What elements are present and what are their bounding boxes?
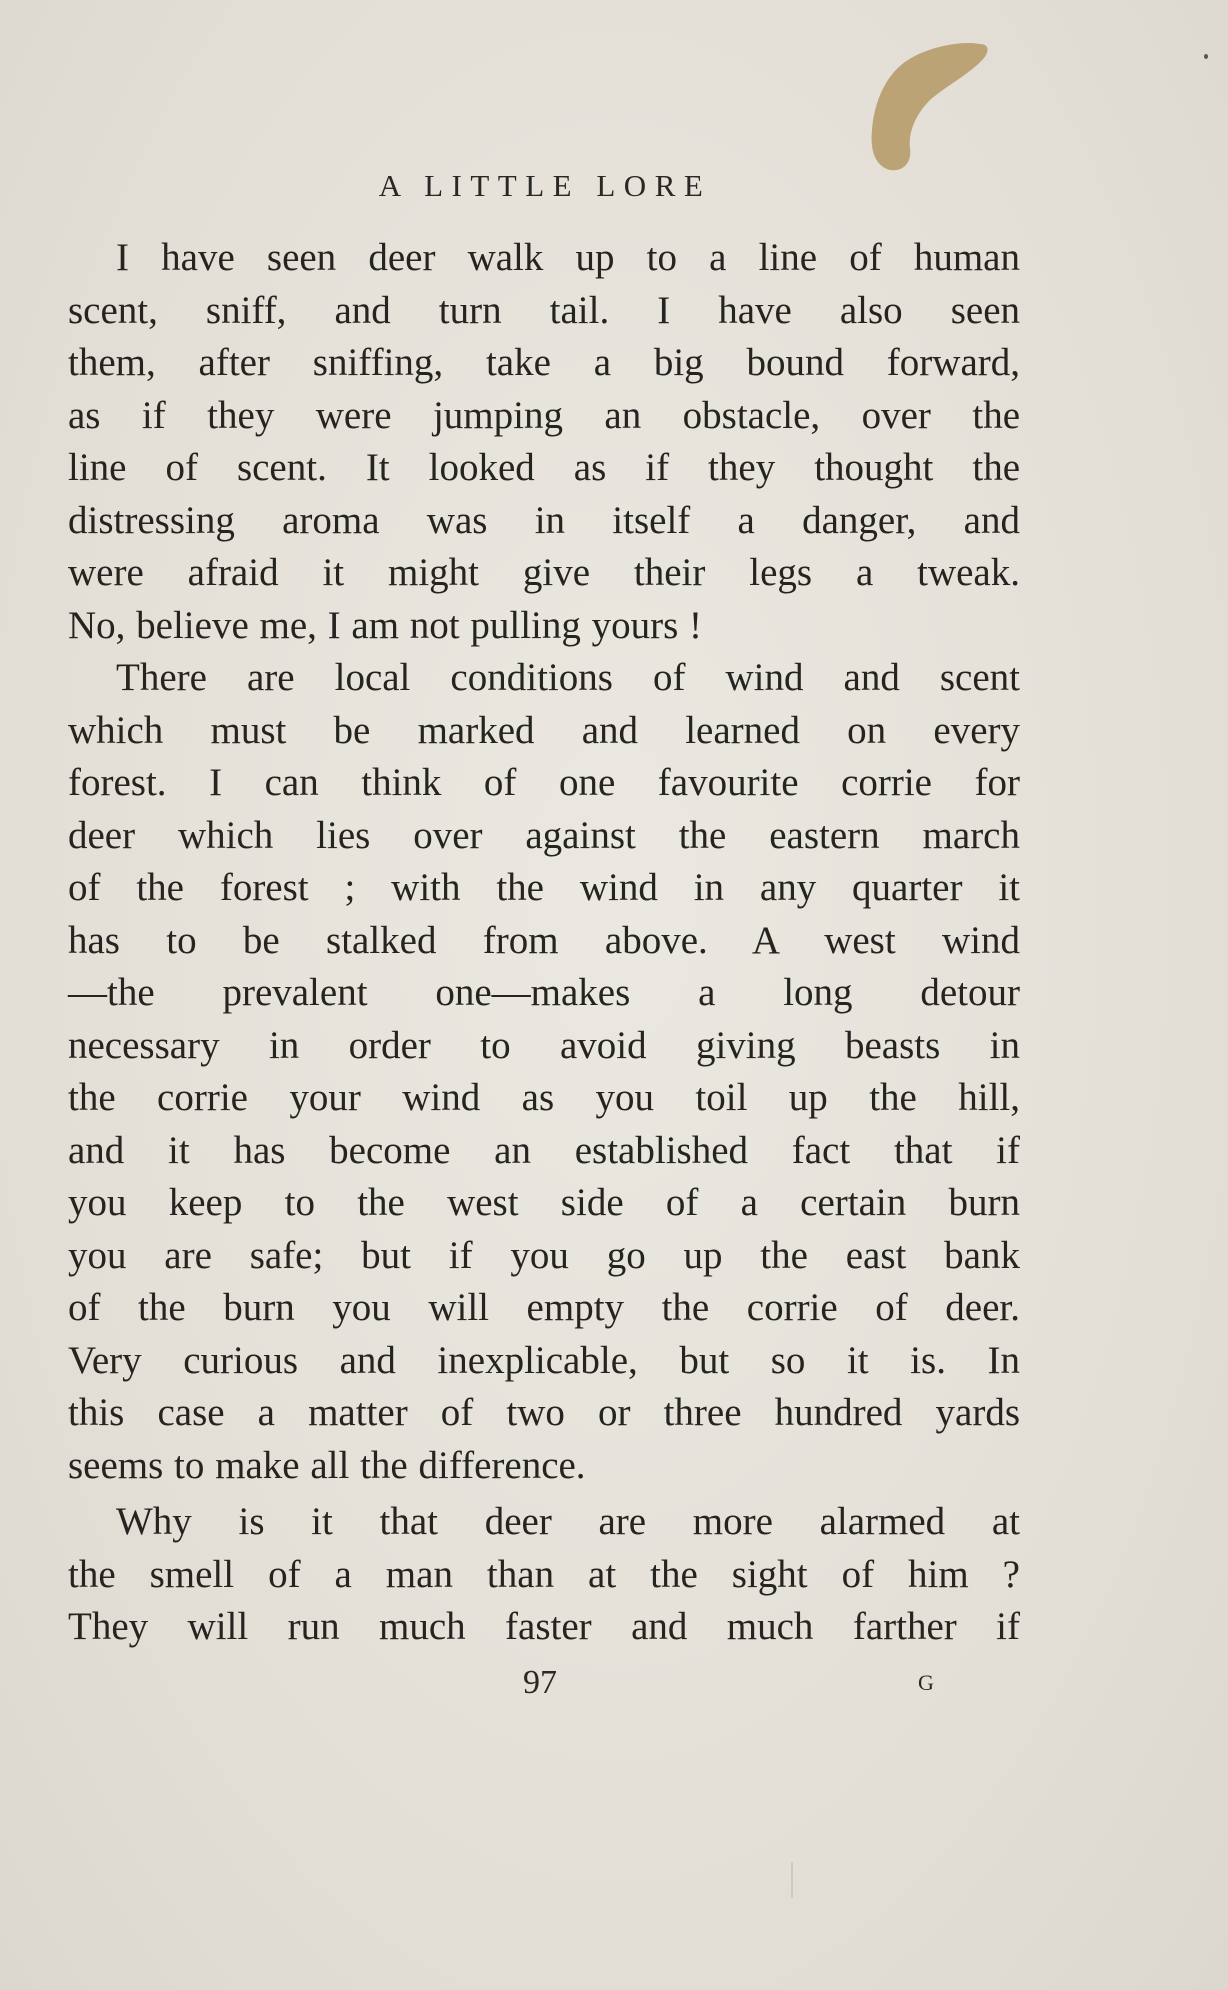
text-line: the smell of a man than at the sight of him ? [68,1552,1020,1596]
text-line: them, after sniffing, take a big bound forward, [68,341,1020,384]
text-line: There are local conditions of wind and scent [116,656,1020,699]
paragraph [68,232,1020,652]
text-line: No, believe me, I am not pulling yours ! [68,603,703,647]
text-line: of the burn you will empty the corrie of deer. [68,1286,1020,1329]
text-line: you keep to the west side of a certain burn [68,1181,1020,1224]
page-number: 97 [523,1664,557,1701]
text-line: seems to make all the difference. [68,1443,586,1487]
paragraph [68,1496,1020,1654]
text-line: which must be marked and learned on every [68,708,1020,752]
paper-speck [1204,54,1208,59]
paragraph [68,652,1020,1492]
text-line: deer which lies over against the eastern march [68,813,1020,857]
text-line: necessary in order to avoid giving beasts in [68,1023,1020,1067]
text-line: this case a matter of two or three hundred yards [68,1391,1020,1434]
signature-mark: G [918,1670,934,1695]
paper-mark [791,1862,793,1898]
page-body [68,232,1020,1654]
text-line: and it has become an established fact that if [68,1128,1020,1172]
text-line: were afraid it might give their legs a tweak. [68,551,1020,594]
text-line: the corrie your wind as you toil up the hill, [68,1076,1020,1119]
text-line: —the prevalent one—makes a long detour [68,971,1020,1014]
text-line: They will run much faster and much farther if [68,1605,1020,1648]
running-head: A LITTLE LORE [378,168,712,203]
text-line: has to be stalked from above. A west wind [68,918,1020,962]
text-line: you are safe; but if you go up the east bank [68,1233,1020,1277]
ink-stain [860,38,990,178]
text-line: Very curious and inexplicable, but so it is. In [68,1338,1020,1382]
text-line: scent, sniff, and turn tail. I have also seen [68,288,1020,332]
text-line: distressing aroma was in itself a danger, and [68,498,1020,542]
text-line: I have seen deer walk up to a line of human [116,236,1020,279]
text-line: of the forest ; with the wind in any quarter it [68,866,1020,909]
text-line: line of scent. It looked as if they thought the [68,446,1020,489]
text-line: as if they were jumping an obstacle, over the [68,393,1020,437]
text-line: forest. I can think of one favourite corrie for [68,761,1020,804]
text-line: Why is it that deer are more alarmed at [116,1500,1020,1543]
